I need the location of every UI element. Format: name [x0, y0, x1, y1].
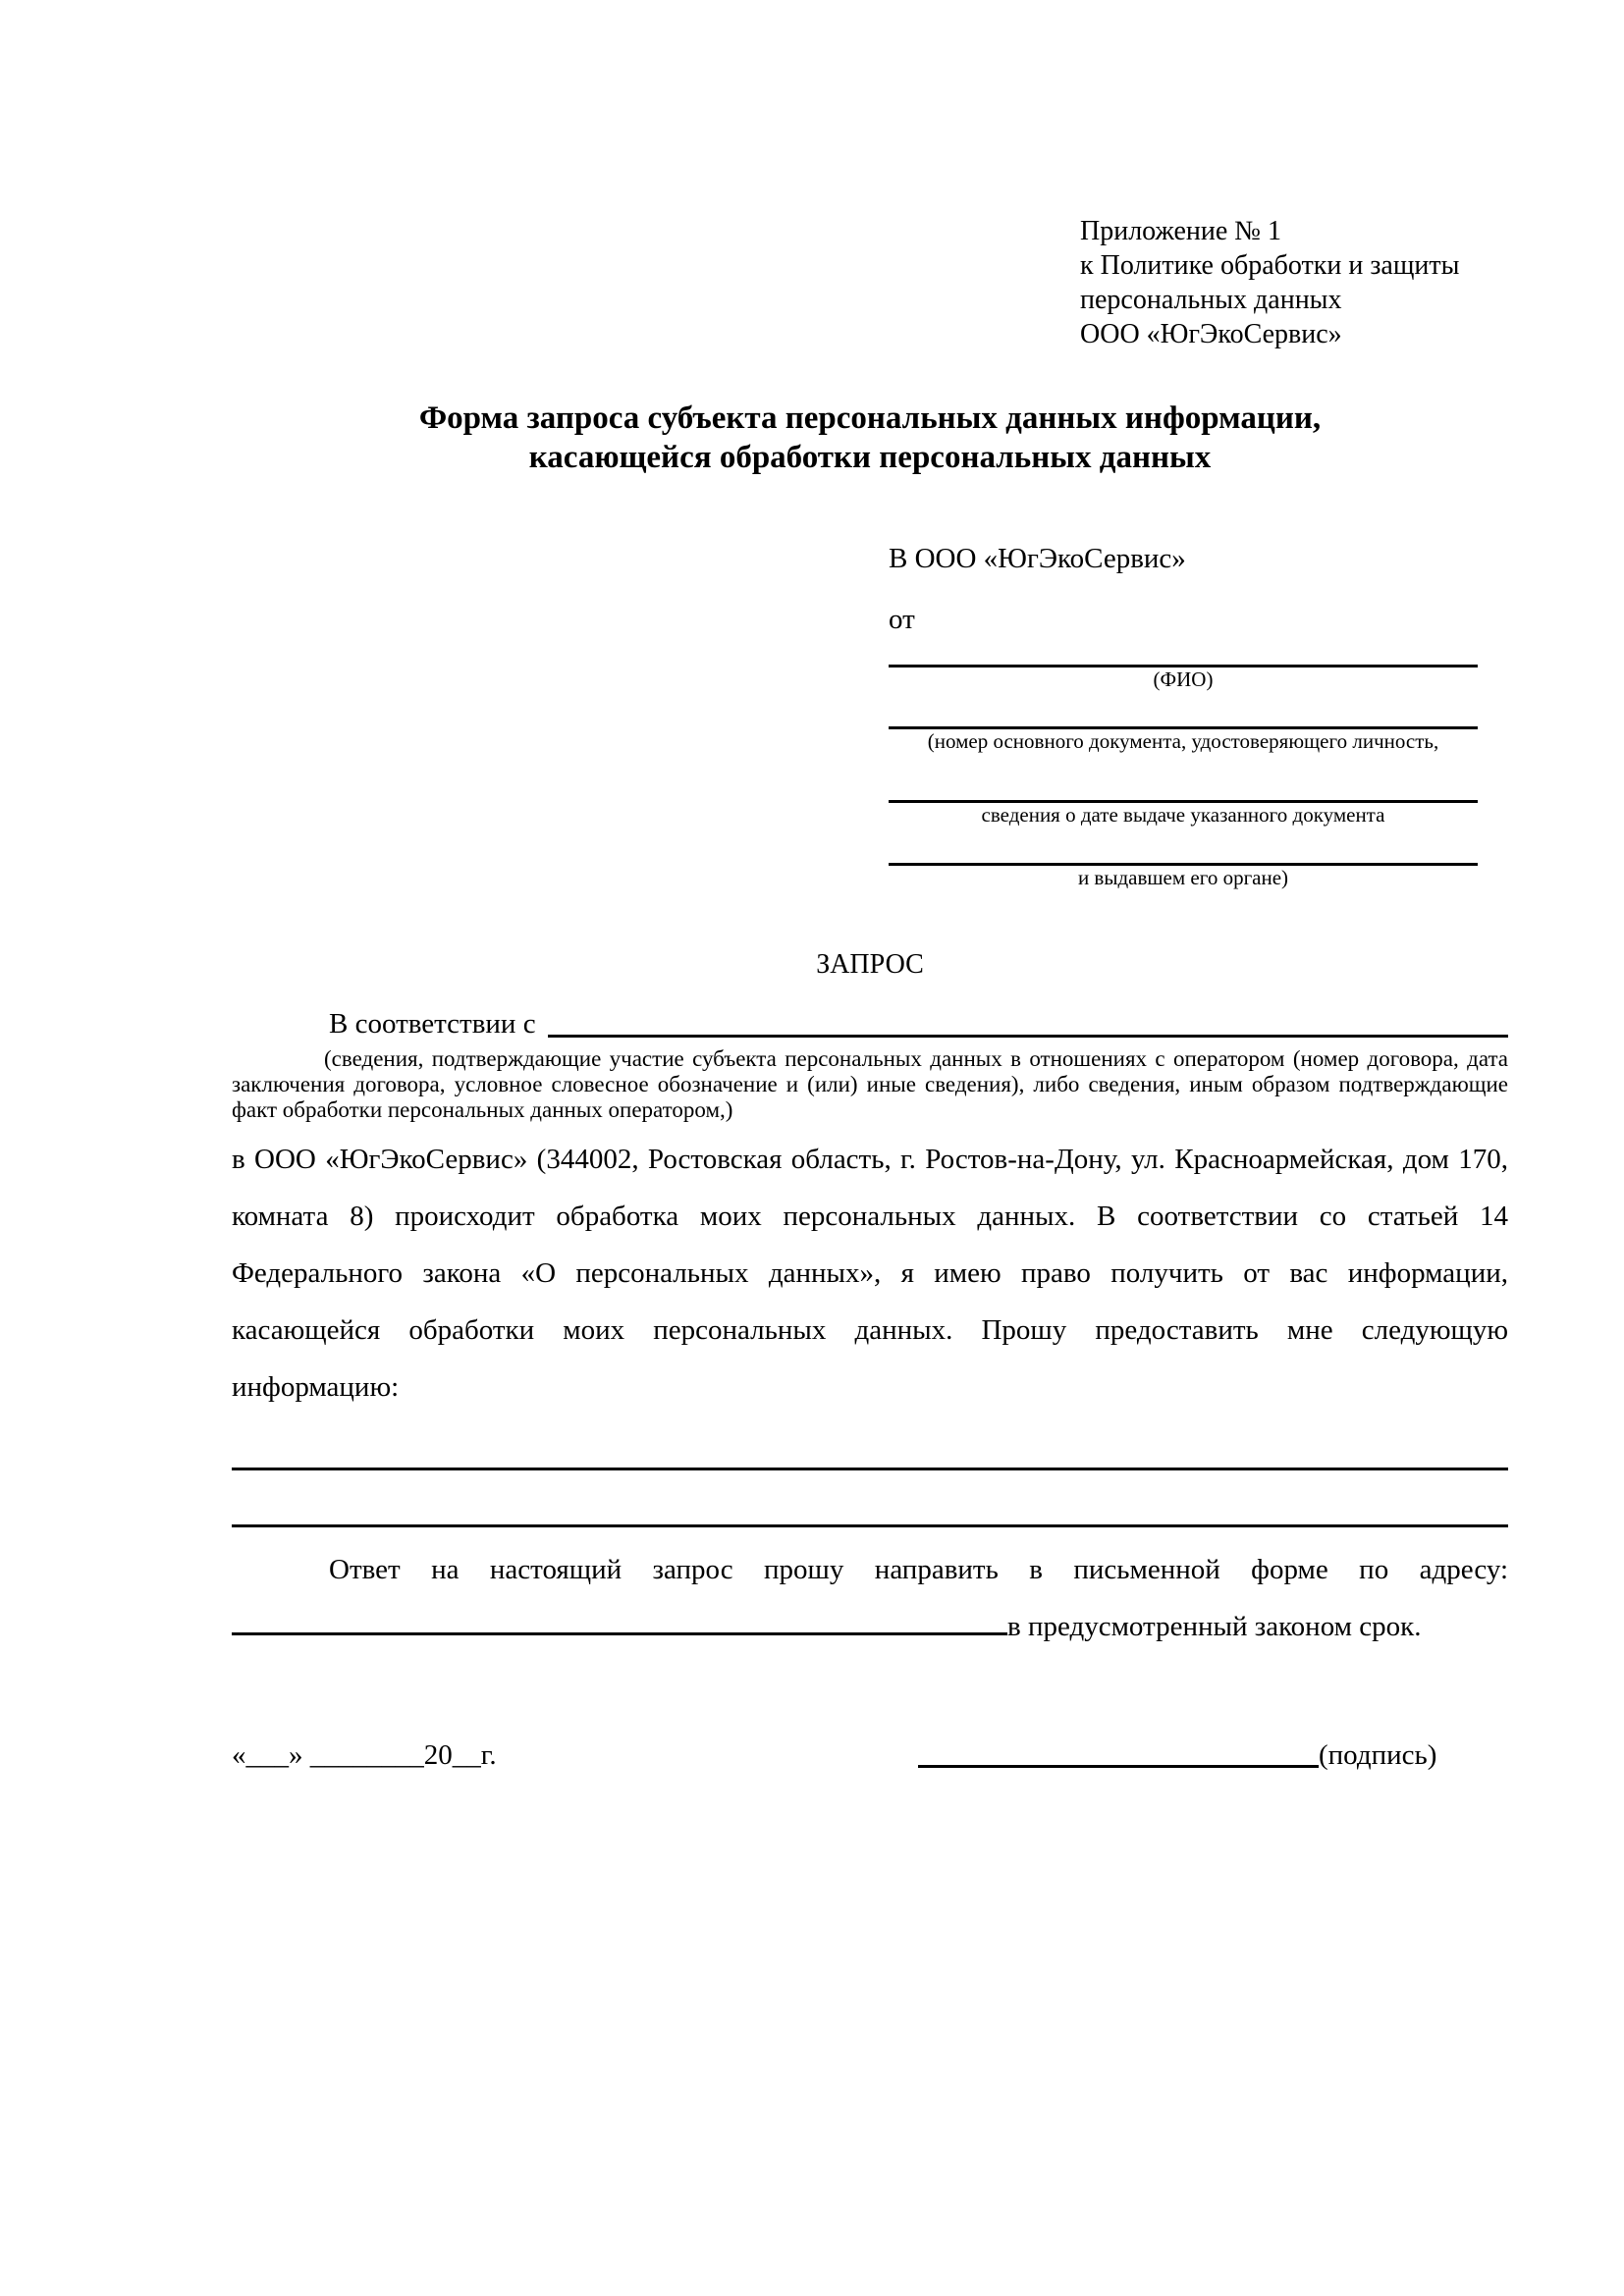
note-text: (сведения, подтверждающие участие субъекта персональных данных в отношениях с оператором (номер договора, дата заключения договора, условное словесное обозначение и (или) иные сведения), либо сведения, иным образом подтверждающие факт обработки персональных данных оператором,): [232, 1046, 1508, 1122]
lead-in-text: В соответствии с: [329, 1008, 536, 1040]
address-line[interactable]: [232, 1606, 1007, 1635]
footer-row: [232, 1735, 1508, 1781]
appendix-header: [1080, 214, 1459, 351]
addressee-to-line: В ООО «ЮгЭкоСервис»: [889, 543, 1186, 574]
info-request-lines: [232, 1414, 1508, 1527]
issue-date-caption: сведения о дате выдаче указанного документа: [981, 803, 1385, 827]
form-title-line-2: касающейся обработки персональных данных: [528, 440, 1212, 475]
issuing-authority-caption: и выдавшем его органе): [1077, 866, 1289, 889]
info-request-line-1[interactable]: [232, 1414, 1508, 1470]
date-field[interactable]: «___» ________20__г.: [232, 1739, 497, 1771]
signature-group: [918, 1735, 1436, 1775]
appendix-header-line: к Политике обработки и защиты: [1080, 250, 1460, 281]
form-title: [232, 399, 1508, 477]
reply-paragraph: [232, 1541, 1508, 1655]
lead-in-row: [232, 1007, 1508, 1041]
basis-line[interactable]: [548, 1007, 1508, 1038]
reply-text: Ответ на настоящий запрос прошу направить в письменной форме по адресу:: [329, 1554, 1508, 1585]
info-request-line-2[interactable]: [232, 1470, 1508, 1527]
addressee-block: [889, 542, 1478, 890]
signature-line[interactable]: [918, 1765, 1319, 1768]
fio-caption: (ФИО): [1153, 667, 1214, 691]
appendix-header-line: персональных данных: [1080, 285, 1342, 315]
form-title-line-1: Форма запроса субъекта персональных данных информации,: [418, 400, 1322, 436]
id-document-caption: (номер основного документа, удостоверяющего личность,: [927, 729, 1439, 753]
request-heading: ЗАПРОС: [816, 949, 924, 980]
from-label: от: [889, 604, 915, 635]
signature-caption: (подпись): [1319, 1739, 1437, 1771]
body-paragraph: в ООО «ЮгЭкоСервис» (344002, Ростовская область, г. Ростов-на-Дону, ул. Красноармейская, дом 170, комната 8) происходит обработка моих персональных данных. В соответствии со статьей 14 Федерального закона «О персональных данных», я имею право получить от вас информации, касающейся обработки моих персональных данных. Прошу предоставить мне следующую информацию:: [232, 1144, 1508, 1403]
appendix-header-line: Приложение № 1: [1080, 216, 1281, 246]
reply-suffix: в предусмотренный законом срок.: [1007, 1611, 1422, 1642]
appendix-header-line: ООО «ЮгЭкоСервис»: [1080, 319, 1342, 349]
